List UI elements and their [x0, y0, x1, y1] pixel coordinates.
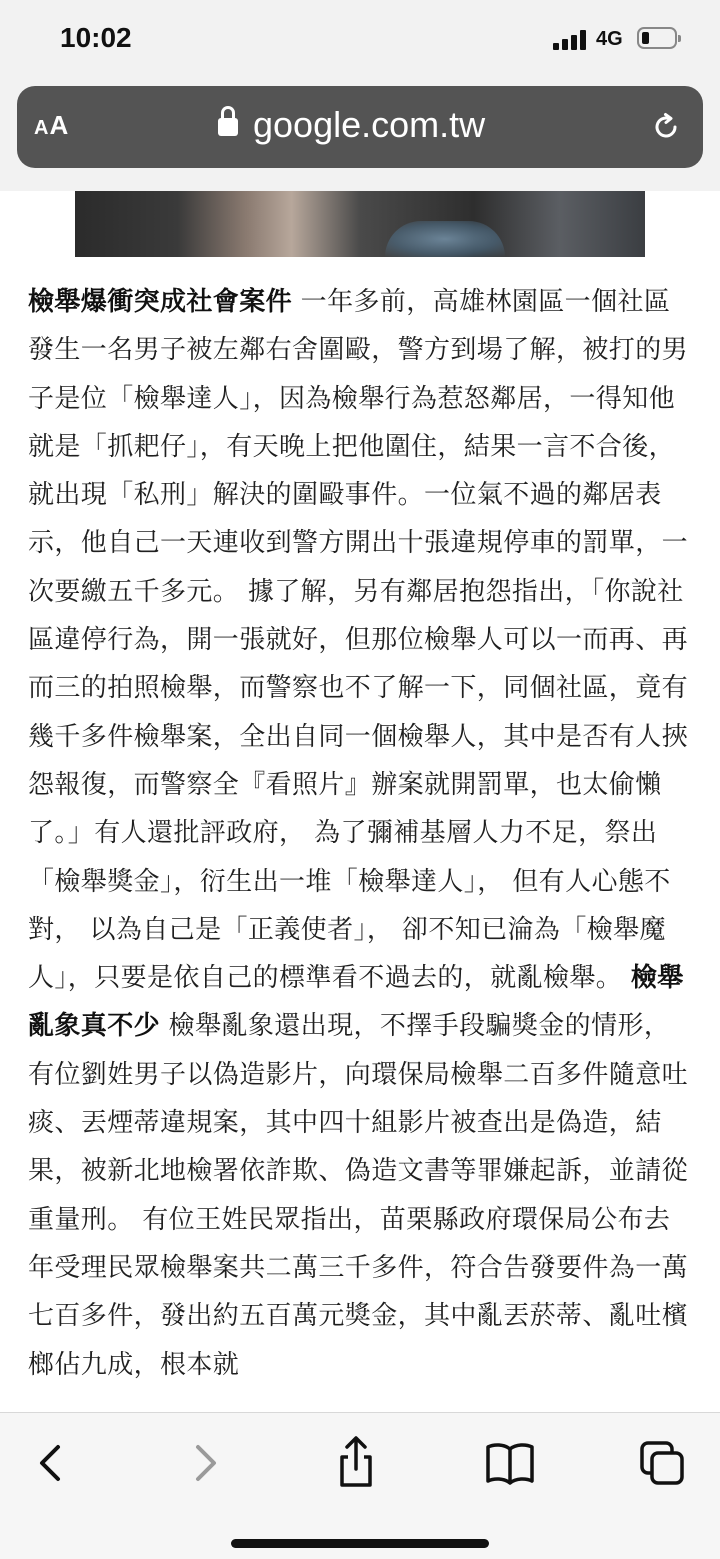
share-icon[interactable]: [326, 1435, 386, 1491]
text-size-button[interactable]: AA: [34, 110, 70, 140]
section-text-1: 一年多前，高雄林園區一個社區發生一名男子被左鄰右舍圍毆，警方到場了解，被打的男子是位「檢舉達人」，因為檢舉行為惹怒鄰居，一得知他就是「抓耙仔」，有天晚上把他圍住，結果一言不合後，就出現「私刑」解決的圍毆事件。一位氣不過的鄰居表示，他自己一天連收到警方開出十張違規停車的罰單，一次要繳五千多元。 據了解，另有鄰居抱怨指出，「你說社區違停行為，開一張就好，但那位檢舉人可以一而再、再而三的拍照檢舉，而警察也不了解一下，同個社區，竟有幾千多件檢舉案，全出自同一個檢舉人，其中是否有人挾怨報復，而警察全『看照片』辦案就開罰單，也太偷懶了。」有人還批評政府， 為了彌補基層人力不足，祭出「檢舉獎金」，衍生出一堆「檢舉達人」， 但有人心態不對， 以為自己是「正義使者」， 卻不知已淪為「檢舉魔人」，只要是依自己的標準看不過去的，就亂檢舉。: [28, 287, 689, 994]
battery-low-icon: [637, 27, 677, 49]
browser-toolbar: [0, 1412, 720, 1559]
cellular-signal-icon: [553, 30, 589, 50]
chevron-left-icon[interactable]: [20, 1435, 80, 1491]
book-icon[interactable]: [480, 1435, 540, 1491]
section-text-2: 檢舉亂象還出現，不擇手段騙獎金的情形，有位劉姓男子以偽造影片，向環保局檢舉二百多件隨意吐痰、丟煙蒂違規案，其中四十組影片被查出是偽造，結果，被新北地檢署依詐欺、偽造文書等罪嫌起訴，並請從重量刑。 有位王姓民眾指出，苗栗縣政府環保局公布去年受理民眾檢舉案共二萬三千多件，符合告發要件為一萬七百多件，發出約五百萬元獎金，其中亂丟菸蒂、亂吐檳榔佔九成，根本就: [28, 1011, 689, 1380]
section-heading-1: 檢舉爆衝突成社會案件: [28, 287, 293, 317]
article-image: [75, 191, 645, 257]
browser-top-bar: [0, 80, 720, 192]
article-body: [28, 278, 688, 1389]
status-bar: [0, 0, 720, 80]
home-indicator[interactable]: [231, 1539, 489, 1548]
status-time: 10:02: [60, 22, 132, 53]
tabs-icon[interactable]: [632, 1435, 692, 1491]
address-bar[interactable]: [17, 86, 703, 168]
url-domain[interactable]: google.com.tw: [253, 104, 486, 145]
network-type: 4G: [596, 28, 623, 50]
web-content: [0, 191, 720, 1412]
reload-icon[interactable]: [651, 112, 681, 142]
chevron-right-icon[interactable]: [176, 1435, 236, 1491]
section-heading-2: 檢舉亂象真不少: [28, 963, 684, 1042]
lock-icon: [218, 116, 238, 136]
